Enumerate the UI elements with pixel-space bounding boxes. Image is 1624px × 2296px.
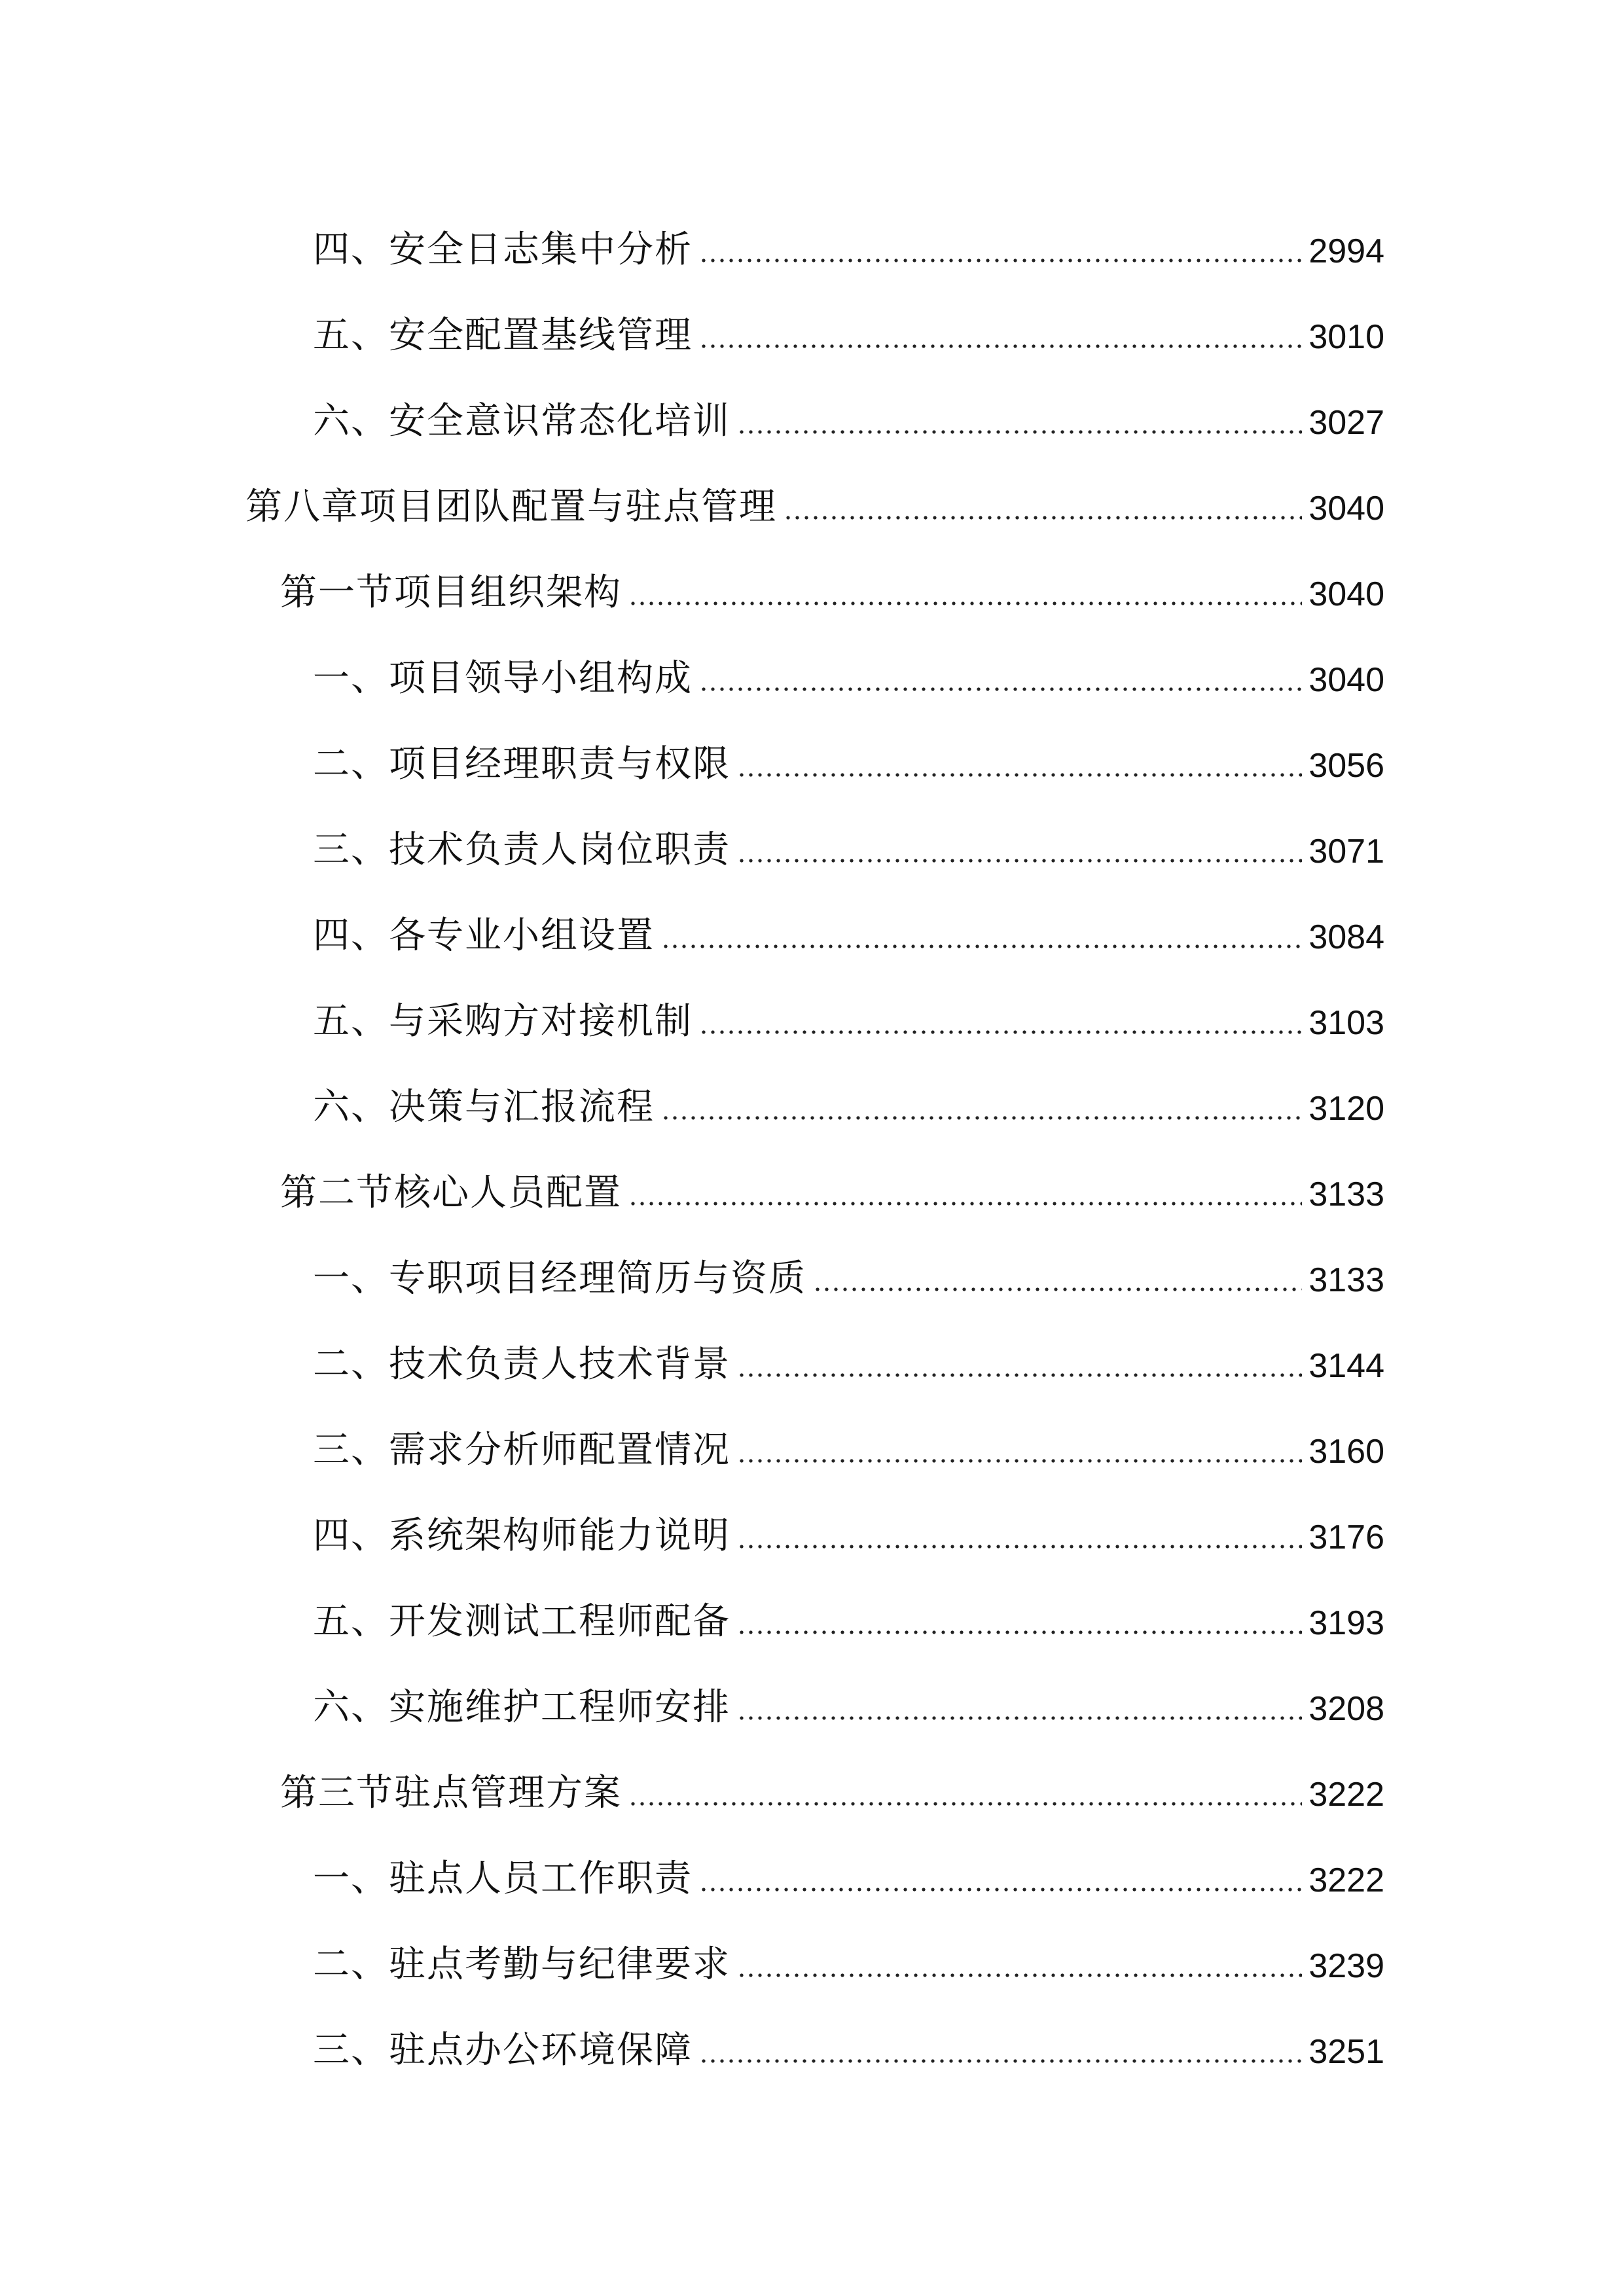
toc-entry[interactable] <box>313 295 1384 357</box>
toc-entry-page-number: 3071 <box>1308 833 1384 870</box>
toc-entry-page-number: 3133 <box>1308 1261 1384 1299</box>
toc-entry-title: 一、项目领导小组构成 <box>313 657 693 700</box>
toc-entry-title: 一、驻点人员工作职责 <box>313 1857 693 1900</box>
toc-entry[interactable] <box>245 467 1384 526</box>
toc-dot-leader <box>737 1372 1302 1378</box>
toc-entry-title: 四、各专业小组设置 <box>313 914 655 957</box>
toc-dot-leader <box>628 601 1302 606</box>
toc-entry-page-number: 3133 <box>1308 1175 1384 1213</box>
toc-dot-leader <box>699 344 1302 349</box>
toc-entry-title: 六、实施维护工程师安排 <box>313 1686 731 1729</box>
toc-entry-page-number: 3144 <box>1308 1347 1384 1385</box>
toc-entry-page-number: 3010 <box>1308 318 1384 356</box>
toc-entry-title: 第二节核心人员配置 <box>280 1172 622 1214</box>
toc-entry-page-number: 3193 <box>1308 1604 1384 1642</box>
toc-entry[interactable] <box>313 810 1384 869</box>
toc-entry-title: 三、技术负责人岗位职责 <box>313 829 731 871</box>
toc-entry-page-number: 3056 <box>1308 747 1384 785</box>
toc-entry-page-number: 3160 <box>1308 1433 1384 1471</box>
toc-entry[interactable] <box>313 1839 1384 1900</box>
toc-entry[interactable] <box>313 895 1384 957</box>
toc-entry-title: 五、安全配置基线管理 <box>313 314 693 357</box>
toc-entry[interactable] <box>280 1153 1384 1214</box>
toc-entry-page-number: 3239 <box>1308 1947 1384 1985</box>
toc-entry-title: 第三节驻点管理方案 <box>280 1772 622 1814</box>
toc-dot-leader <box>699 1887 1302 1892</box>
toc-entry-title: 五、与采购方对接机制 <box>313 1000 693 1043</box>
toc-entry[interactable] <box>313 209 1384 271</box>
toc-entry[interactable] <box>313 1496 1384 1557</box>
toc-entry-title: 三、需求分析师配置情况 <box>313 1429 731 1471</box>
toc-entry[interactable] <box>280 552 1384 614</box>
toc-entry-page-number: 3084 <box>1308 918 1384 956</box>
toc-entry[interactable] <box>313 981 1384 1043</box>
toc-entry-title: 三、驻点办公环境保障 <box>313 2029 693 2072</box>
toc-entry-page-number: 3251 <box>1308 2033 1384 2071</box>
toc-dot-leader <box>737 1544 1302 1549</box>
toc-entry[interactable] <box>313 1410 1384 1469</box>
toc-dot-leader <box>661 944 1302 949</box>
toc-dot-leader <box>737 429 1302 435</box>
toc-dot-leader <box>784 515 1302 520</box>
toc-entry-title: 一、专职项目经理简历与资质 <box>313 1257 806 1300</box>
toc-dot-leader <box>737 772 1302 778</box>
toc-dot-leader <box>737 1630 1302 1635</box>
toc-entry-title: 六、安全意识常态化培训 <box>313 400 731 442</box>
toc-dot-leader <box>661 1115 1302 1121</box>
toc-dot-leader <box>628 1801 1302 1806</box>
toc-entry-title: 二、项目经理职责与权限 <box>313 743 731 785</box>
toc-dot-leader <box>699 2058 1302 2064</box>
toc-entry-page-number: 2994 <box>1308 232 1384 270</box>
toc-dot-leader <box>737 858 1302 863</box>
toc-dot-leader <box>699 687 1302 692</box>
toc-entry[interactable] <box>280 1753 1384 1812</box>
toc-entry[interactable] <box>313 1924 1384 1986</box>
toc-entry-page-number: 3176 <box>1308 1518 1384 1556</box>
toc-entry-page-number: 3027 <box>1308 404 1384 442</box>
toc-dot-leader <box>737 1458 1302 1463</box>
toc-entry-page-number: 3120 <box>1308 1090 1384 1128</box>
toc-entry-page-number: 3040 <box>1308 490 1384 528</box>
toc-entry-page-number: 3040 <box>1308 575 1384 613</box>
toc-entry[interactable] <box>313 1067 1384 1126</box>
toc-entry-title: 二、技术负责人技术背景 <box>313 1343 731 1386</box>
toc-dot-leader <box>813 1287 1302 1292</box>
toc-entry[interactable] <box>313 724 1384 783</box>
toc-dot-leader <box>737 1715 1302 1721</box>
toc-entry-title: 四、系统架构师能力说明 <box>313 1515 731 1557</box>
toc-entry-title: 第一节项目组织架构 <box>280 571 622 614</box>
toc-entry-title: 六、决策与汇报流程 <box>313 1086 655 1128</box>
toc-entry[interactable] <box>313 638 1384 700</box>
toc-entry-title: 四、安全日志集中分析 <box>313 228 693 271</box>
toc-dot-leader <box>699 1030 1302 1035</box>
toc-entry[interactable] <box>313 1581 1384 1643</box>
toc-dot-leader <box>737 1973 1302 1978</box>
toc-entry[interactable] <box>313 2010 1384 2072</box>
toc-entry-title: 第八章项目团队配置与驻点管理 <box>245 486 777 528</box>
toc-dot-leader <box>628 1201 1302 1206</box>
toc-entry[interactable] <box>313 1238 1384 1300</box>
toc-entry[interactable] <box>313 381 1384 440</box>
toc-entry-title: 五、开发测试工程师配备 <box>313 1600 731 1643</box>
toc-entry-page-number: 3040 <box>1308 661 1384 699</box>
toc-entry-page-number: 3208 <box>1308 1690 1384 1728</box>
toc-entry-title: 二、驻点考勤与纪律要求 <box>313 1943 731 1986</box>
toc-entry-page-number: 3222 <box>1308 1861 1384 1899</box>
toc-entry-page-number: 3103 <box>1308 1004 1384 1042</box>
toc-entry[interactable] <box>313 1667 1384 1729</box>
toc-entry-page-number: 3222 <box>1308 1776 1384 1814</box>
toc-dot-leader <box>699 258 1302 263</box>
toc-entry[interactable] <box>313 1324 1384 1386</box>
